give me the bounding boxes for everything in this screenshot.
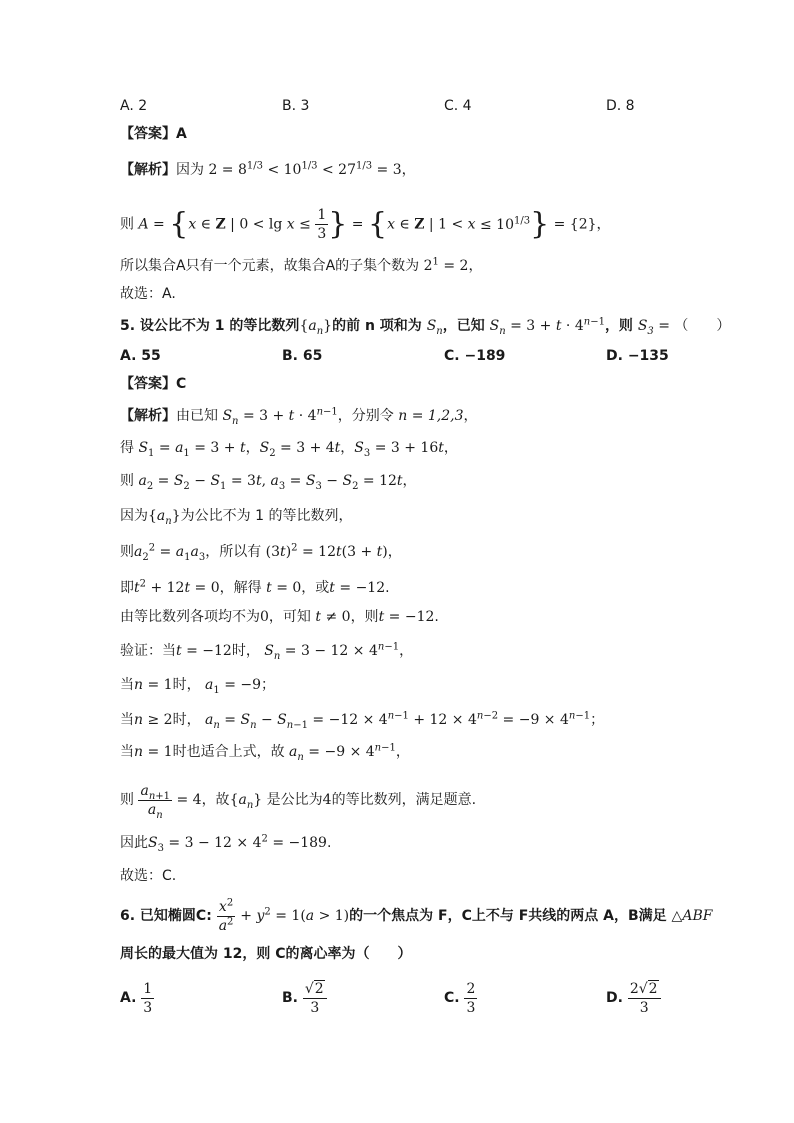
option-b: B. $\frac{√2}{3}$: [282, 978, 327, 1018]
analysis-q5-line1: 【解析】由已知 $S_n = 3 + t \cdot 4^{n-1}$，分别令 n = 1,2,3，: [120, 406, 478, 427]
choose-q4: 故选：A.: [120, 286, 176, 302]
analysis-q5-line9: 当n = 1时， $a_1 = -9$；: [120, 677, 276, 696]
option-b: B. 65: [282, 348, 323, 364]
analysis-q5-line7: 由等比数列各项均不为0，可知 t ≠ 0，则t = −12.: [120, 609, 439, 625]
analysis-q5-line11: 当n = 1时也适合上式，故 $a_n = -9 \times 4^{n-1}$，: [120, 742, 410, 763]
analysis-q5-line13: 因此$S_3 = 3 - 12 \times 4^2 = -189$.: [120, 833, 332, 854]
analysis-q4-line2: 则 A = {x ∈ Z | 0 < lg x ≤ $\frac{1}{3}$ } = {x ∈ Z | $1 < x \le 10^{1/3}\} = \{2\}$，: [120, 206, 611, 242]
option-c: C. $\frac{2}{3}$: [444, 980, 476, 1016]
analysis-q5-line8: 验证：当t = −12时， $S_n = 3 - 12 \times 4^{n-1}$，: [120, 641, 414, 662]
analysis-q5-line2: 得 $S_1 = a_1 = 3 + t$，$S_2 = 3 + 4t$，$S_3 = 3 + 16t$，: [120, 440, 458, 459]
question-5-stem: 5. 设公比不为 1 的等比数列$\{a_n\}$的前 n 项和为 $S_n$，已知 $S_n = 3 + t \cdot 4^{n-1}$，则 $S_3$ = （ ）: [120, 316, 731, 337]
analysis-q4-line3: 所以集合A只有一个元素，故集合A的子集个数为 $2^1 = 2$，: [120, 256, 483, 274]
option-a: A. $\frac{1}{3}$: [120, 980, 153, 1016]
answer-q4: 【答案】A: [120, 126, 187, 142]
analysis-q5-line4: 因为$\{a_n\}$为公比不为 1 的等比数列，: [120, 508, 353, 527]
analysis-q5-line12: 则 $\frac{a_{n+1}}{a_n}$ = 4，故$\{a_n\}$ 是公比为4的等比数列，满足题意.: [120, 782, 477, 821]
option-c: C. 4: [444, 98, 472, 114]
question-6-stem-line1: 6. 已知椭圆C: $\frac{x^2}{a^2}$ + $y^2 = 1(a > 1)$的一个焦点为 F，C上不与 F共线的两点 A，B满足 △ABF: [120, 896, 713, 934]
analysis-q5-line5: 则$a_2^2 = a_1a_3$，所以有 $(3t)^2 = 12t(3 + t)$，: [120, 542, 402, 563]
option-d: D. 8: [606, 98, 635, 114]
option-d: D. −135: [606, 348, 669, 364]
choose-q5: 故选：C.: [120, 868, 177, 884]
option-c: C. −189: [444, 348, 506, 364]
option-a: A. 55: [120, 348, 161, 364]
option-b: B. 3: [282, 98, 310, 114]
analysis-q5-line3: 则 $a_2 = S_2 - S_1 = 3t$, $a_3 = S_3 - S_2 = 12t$，: [120, 473, 417, 492]
option-a: A. 2: [120, 98, 148, 114]
analysis-q4-line1: 【解析】因为 $2 = 8^{1/3} < 10^{1/3} < 27^{1/3} = 3$，: [120, 160, 416, 178]
option-d: D. $\frac{2√2}{3}$: [606, 978, 661, 1018]
analysis-q5-line10: 当n ≥ 2时， $a_n = S_n - S_{n-1} = -12 \times 4^{n-1} + 12 \times 4^{n-2} = -9 \times 4^{n-1}$；: [120, 710, 605, 731]
question-6-stem-line2: 周长的最大值为 12，则 C的离心率为（ ）: [120, 946, 412, 962]
answer-q5: 【答案】C: [120, 376, 187, 392]
analysis-q5-line6: 即$t^2 + 12t = 0$，解得 t = 0，或t = −12.: [120, 578, 390, 596]
